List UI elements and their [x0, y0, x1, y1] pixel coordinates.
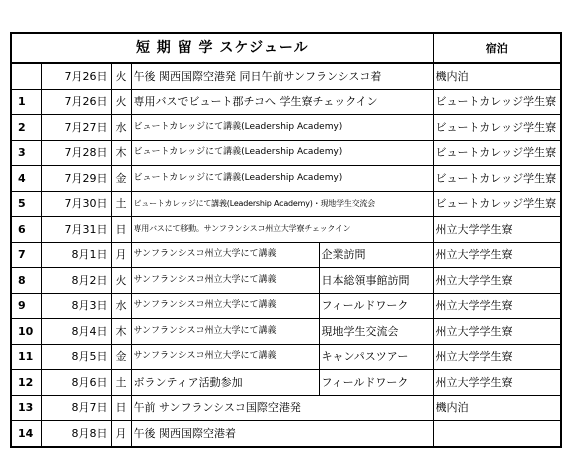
schedule-row [11, 115, 561, 141]
activity-cell: ビュートカレッジにて講義(Leadership Academy)・現地学生交流会 [131, 191, 433, 217]
schedule-title: 短 期 留 学 スケジュール [11, 33, 433, 63]
schedule-row [11, 140, 561, 166]
lodging-cell: ビュートカレッジ学生寮 [433, 89, 561, 115]
weekday-cell: 日 [111, 217, 131, 243]
activity-cell: 午後 関西国際空港着 [131, 421, 433, 447]
weekday-cell: 金 [111, 166, 131, 192]
schedule-row [11, 344, 561, 370]
schedule-row [11, 395, 561, 421]
lodging-cell [433, 421, 561, 447]
detail-cell: 企業訪問 [319, 242, 433, 268]
date-cell: 8月6日 [41, 370, 111, 396]
day-number: 1 [11, 89, 41, 115]
lodging-cell: ビュートカレッジ学生寮 [433, 166, 561, 192]
activity-cell: ビュートカレッジにて講義(Leadership Academy) [131, 140, 433, 166]
weekday-cell: 土 [111, 191, 131, 217]
day-number: 2 [11, 115, 41, 141]
lodging-cell: 機内泊 [433, 63, 561, 89]
date-cell: 8月4日 [41, 319, 111, 345]
date-cell: 7月30日 [41, 191, 111, 217]
lodging-cell: 州立大学学生寮 [433, 242, 561, 268]
detail-cell: 日本総領事館訪問 [319, 268, 433, 294]
detail-cell: フィールドワーク [319, 370, 433, 396]
activity-cell: ボランティア活動参加 [131, 370, 319, 396]
day-number: 12 [11, 370, 41, 396]
weekday-cell: 木 [111, 140, 131, 166]
lodging-cell: 州立大学学生寮 [433, 370, 561, 396]
date-cell: 7月29日 [41, 166, 111, 192]
activity-cell: サンフランシスコ州立大学にて講義 [131, 242, 319, 268]
detail-cell: 現地学生交流会 [319, 319, 433, 345]
activity-cell: 専用バスにて移動。サンフランシスコ州立大学寮チェックイン [131, 217, 433, 243]
header-row [11, 33, 561, 63]
weekday-cell: 日 [111, 395, 131, 421]
lodging-cell: 州立大学学生寮 [433, 344, 561, 370]
day-number: 4 [11, 166, 41, 192]
day-number: 6 [11, 217, 41, 243]
lodging-cell: 機内泊 [433, 395, 561, 421]
date-cell: 7月28日 [41, 140, 111, 166]
date-cell: 8月8日 [41, 421, 111, 447]
day-number: 7 [11, 242, 41, 268]
activity-cell: ビュートカレッジにて講義(Leadership Academy) [131, 115, 433, 141]
detail-cell: キャンパスツアー [319, 344, 433, 370]
schedule-row [11, 242, 561, 268]
schedule-row [11, 293, 561, 319]
date-cell: 8月2日 [41, 268, 111, 294]
date-cell: 7月26日 [41, 63, 111, 89]
day-number: 5 [11, 191, 41, 217]
schedule-table [10, 32, 562, 448]
weekday-cell: 火 [111, 268, 131, 294]
activity-cell: サンフランシスコ州立大学にて講義 [131, 319, 319, 345]
activity-cell: サンフランシスコ州立大学にて講義 [131, 268, 319, 294]
day-number: 13 [11, 395, 41, 421]
weekday-cell: 土 [111, 370, 131, 396]
schedule-row [11, 166, 561, 192]
lodging-cell: 州立大学学生寮 [433, 268, 561, 294]
activity-cell: 専用バスでビュート郡チコへ 学生寮チェックイン [131, 89, 433, 115]
date-cell: 8月3日 [41, 293, 111, 319]
weekday-cell: 月 [111, 421, 131, 447]
lodging-cell: 州立大学学生寮 [433, 217, 561, 243]
weekday-cell: 金 [111, 344, 131, 370]
date-cell: 7月31日 [41, 217, 111, 243]
day-number: 14 [11, 421, 41, 447]
schedule-row [11, 268, 561, 294]
date-cell: 7月26日 [41, 89, 111, 115]
date-cell: 7月27日 [41, 115, 111, 141]
detail-cell: フィールドワーク [319, 293, 433, 319]
schedule-row [11, 63, 561, 89]
day-number: 9 [11, 293, 41, 319]
schedule-row [11, 89, 561, 115]
weekday-cell: 火 [111, 63, 131, 89]
date-cell: 8月1日 [41, 242, 111, 268]
weekday-cell: 月 [111, 242, 131, 268]
activity-cell: ビュートカレッジにて講義(Leadership Academy) [131, 166, 433, 192]
date-cell: 8月5日 [41, 344, 111, 370]
weekday-cell: 水 [111, 293, 131, 319]
lodging-header: 宿泊 [433, 33, 561, 63]
day-number: 10 [11, 319, 41, 345]
lodging-cell: ビュートカレッジ学生寮 [433, 140, 561, 166]
schedule-row [11, 370, 561, 396]
lodging-cell: ビュートカレッジ学生寮 [433, 191, 561, 217]
activity-cell: 午後 関西国際空港発 同日午前サンフランシスコ着 [131, 63, 433, 89]
schedule-row [11, 217, 561, 243]
day-number: 3 [11, 140, 41, 166]
day-number: 11 [11, 344, 41, 370]
schedule-row [11, 421, 561, 447]
lodging-cell: 州立大学学生寮 [433, 293, 561, 319]
lodging-cell: 州立大学学生寮 [433, 319, 561, 345]
date-cell: 8月7日 [41, 395, 111, 421]
weekday-cell: 水 [111, 115, 131, 141]
weekday-cell: 火 [111, 89, 131, 115]
day-number: 8 [11, 268, 41, 294]
schedule-row [11, 319, 561, 345]
day-number [11, 63, 41, 89]
weekday-cell: 木 [111, 319, 131, 345]
schedule-row [11, 191, 561, 217]
lodging-cell: ビュートカレッジ学生寮 [433, 115, 561, 141]
activity-cell: 午前 サンフランシスコ国際空港発 [131, 395, 433, 421]
activity-cell: サンフランシスコ州立大学にて講義 [131, 344, 319, 370]
activity-cell: サンフランシスコ州立大学にて講義 [131, 293, 319, 319]
